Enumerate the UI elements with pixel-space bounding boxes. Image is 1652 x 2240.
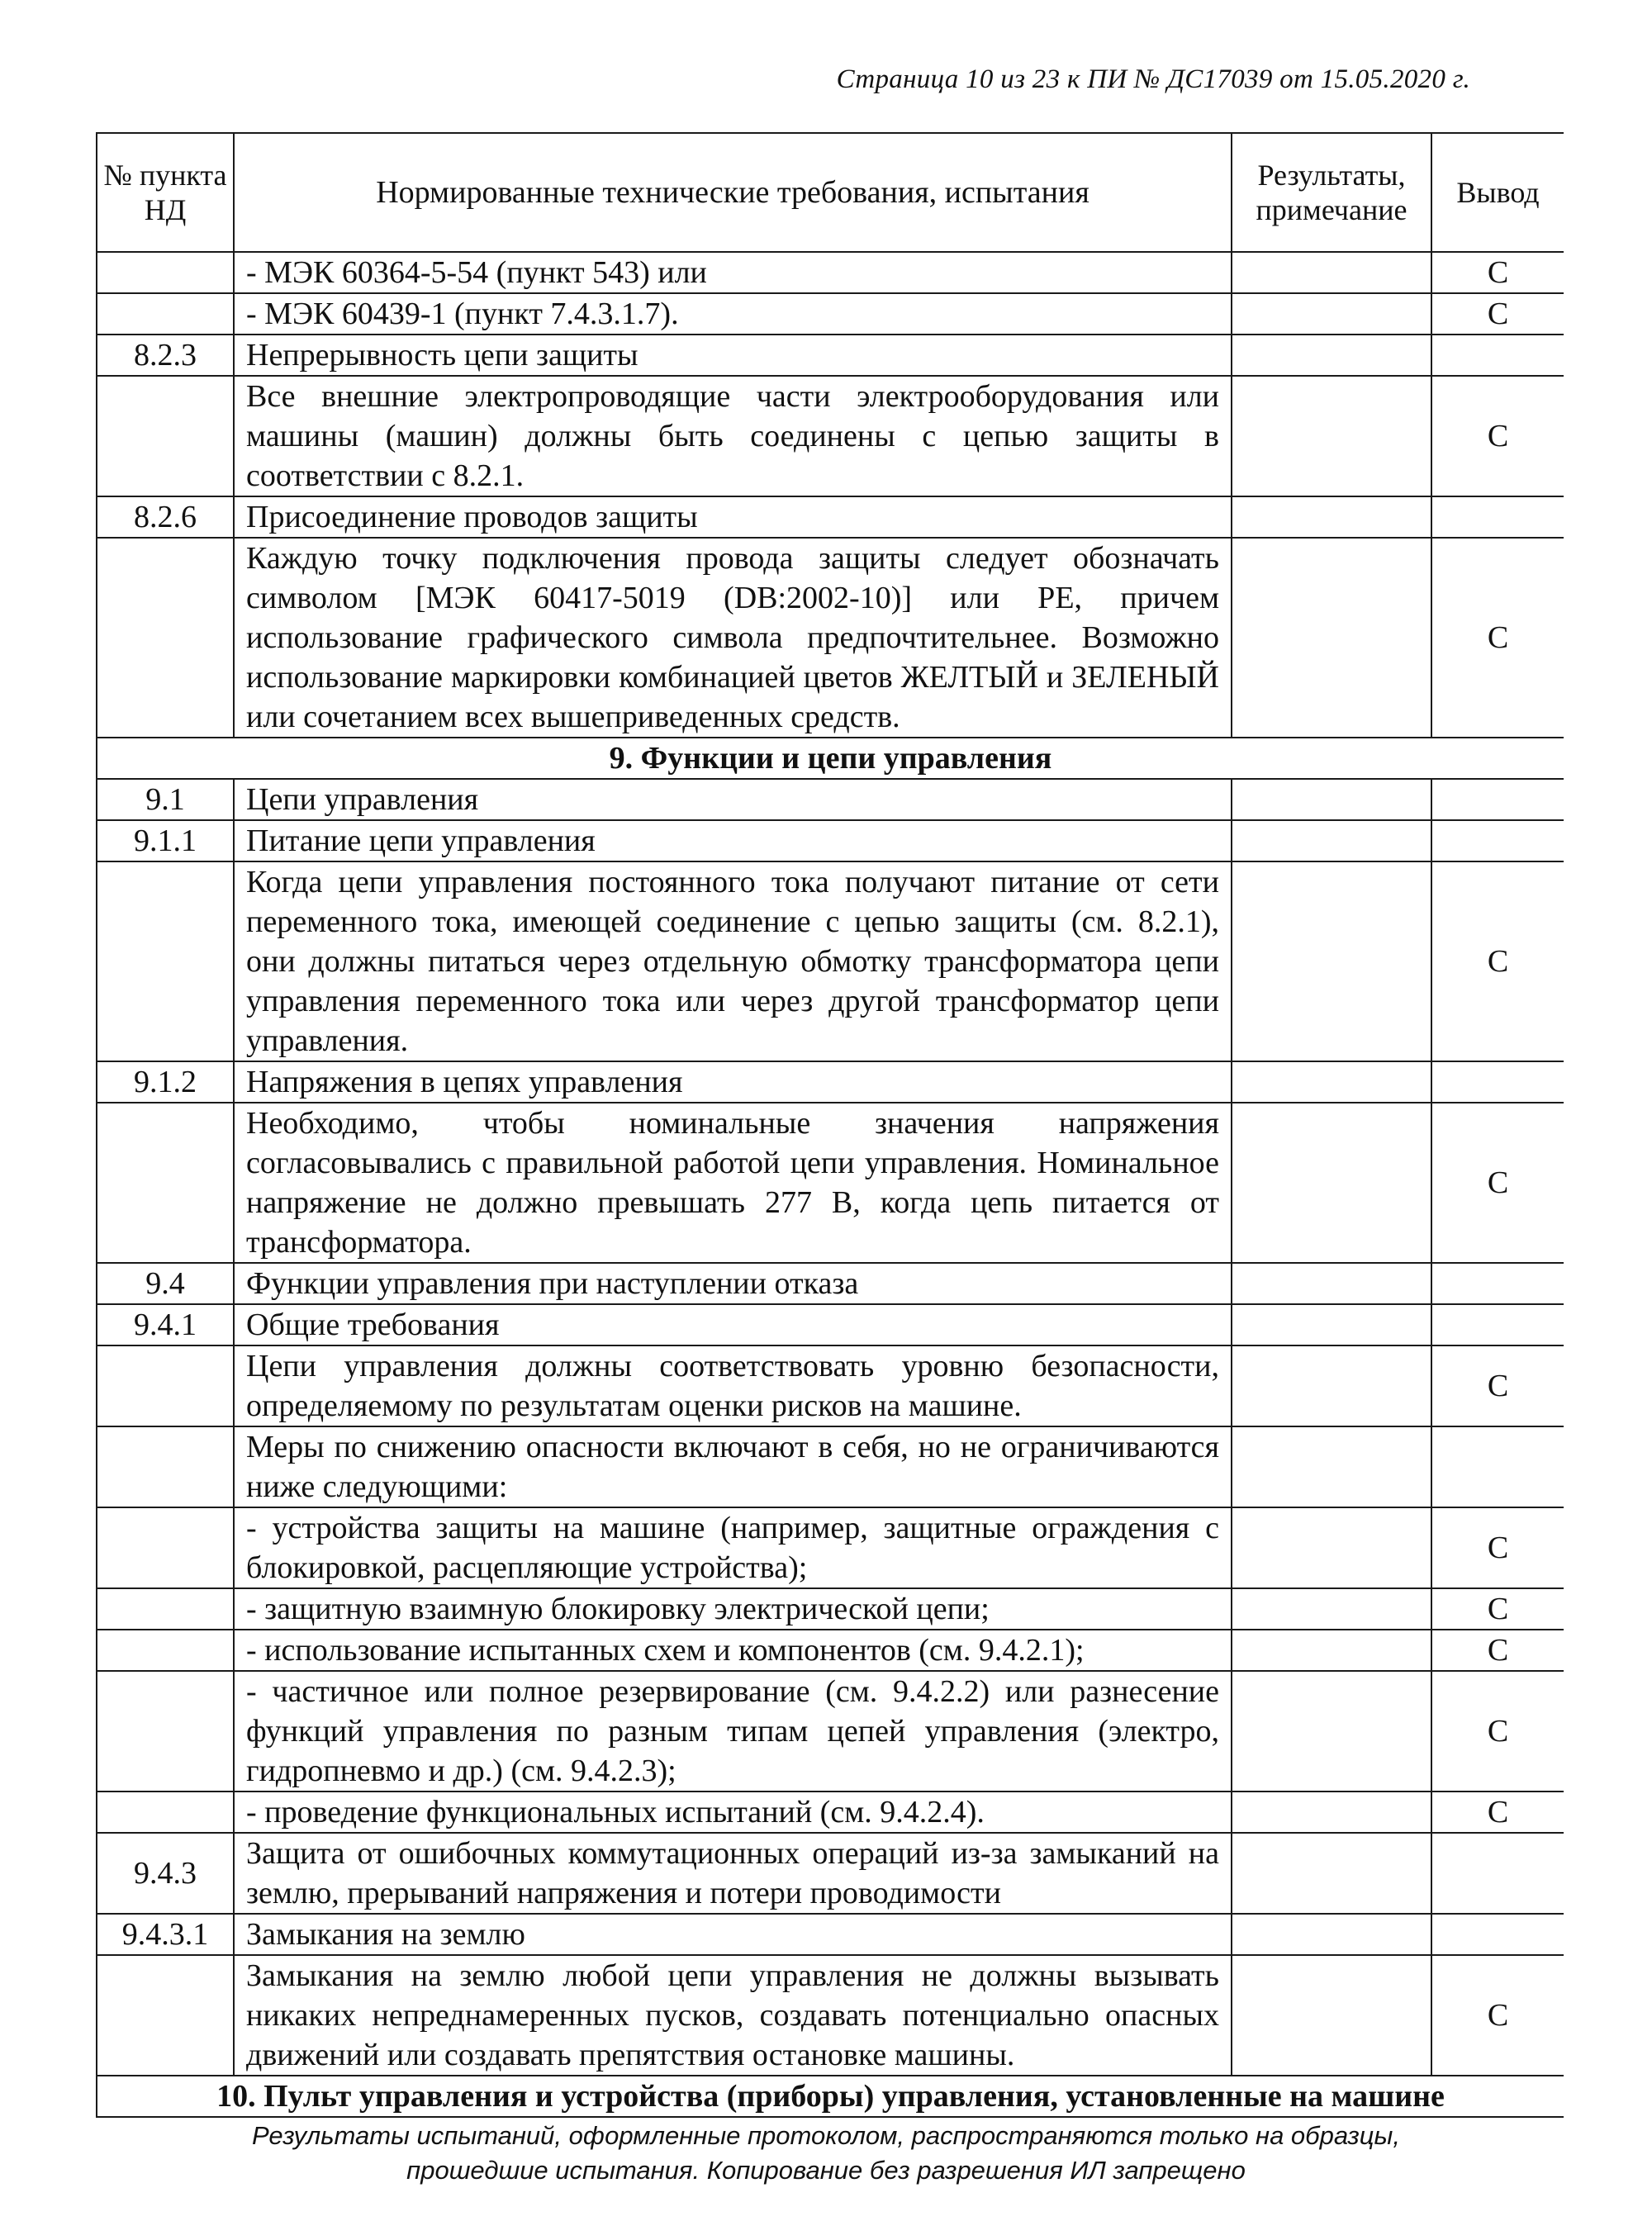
results-cell <box>1232 496 1431 538</box>
results-cell <box>1232 1914 1431 1955</box>
clause-number: 9.4.1 <box>97 1304 234 1345</box>
requirement-text: - проведение функциональных испытаний (см. 9.4.2.4). <box>234 1792 1232 1833</box>
conclusion-cell <box>1431 779 1564 820</box>
clause-number <box>97 861 234 1061</box>
conclusion-cell: С <box>1431 1792 1564 1833</box>
clause-number <box>97 293 234 335</box>
table-row <box>97 252 1564 293</box>
results-cell <box>1232 861 1431 1061</box>
requirement-text: Цепи управления <box>234 779 1232 820</box>
requirement-text: - МЭК 60439-1 (пункт 7.4.3.1.7). <box>234 293 1232 335</box>
conclusion-cell: С <box>1431 1955 1564 2076</box>
requirement-text: Непрерывность цепи защиты <box>234 335 1232 376</box>
section-title: 9. Функции и цепи управления <box>97 738 1564 779</box>
clause-number <box>97 1426 234 1507</box>
requirement-text: - МЭК 60364-5-54 (пункт 543) или <box>234 252 1232 293</box>
conclusion-cell: С <box>1431 1507 1564 1588</box>
results-cell <box>1232 1263 1431 1304</box>
results-cell <box>1232 1955 1431 2076</box>
requirement-text: Меры по снижению опасности включают в себя, но не ограничиваются ниже следующими: <box>234 1426 1232 1507</box>
clause-number <box>97 538 234 738</box>
page-reference: Страница 10 из 23 к ПИ № ДС17039 от 15.05.2020 г. <box>836 64 1470 94</box>
clause-number <box>97 1345 234 1426</box>
clause-number <box>97 1630 234 1671</box>
results-cell <box>1232 376 1431 496</box>
table-row <box>97 1671 1564 1792</box>
conclusion-cell <box>1431 1304 1564 1345</box>
conclusion-cell: С <box>1431 1671 1564 1792</box>
table-row <box>97 1792 1564 1833</box>
conclusion-cell: С <box>1431 1630 1564 1671</box>
clause-number: 9.4.3 <box>97 1833 234 1914</box>
table-row <box>97 293 1564 335</box>
column-header-conclusion: Вывод <box>1431 133 1564 252</box>
table-row <box>97 1507 1564 1588</box>
results-cell <box>1232 1588 1431 1630</box>
table-row <box>97 1426 1564 1507</box>
results-cell <box>1232 1671 1431 1792</box>
conclusion-cell <box>1431 820 1564 861</box>
requirement-text: Напряжения в цепях управления <box>234 1061 1232 1103</box>
table-row <box>97 376 1564 496</box>
column-header-results: Результаты, примечание <box>1232 133 1431 252</box>
requirements-table <box>96 132 1564 2118</box>
conclusion-cell <box>1431 1833 1564 1914</box>
conclusion-cell <box>1431 496 1564 538</box>
results-cell <box>1232 1833 1431 1914</box>
requirement-text: Необходимо, чтобы номинальные значения напряжения согласовывались с правильной работой цепи управления. Номинальное напряжение не должно превышать 277 В, когда цепь питается от трансформатора. <box>234 1103 1232 1263</box>
requirement-text: Общие требования <box>234 1304 1232 1345</box>
table-row <box>97 538 1564 738</box>
page-footer <box>0 2119 1652 2188</box>
results-cell <box>1232 293 1431 335</box>
results-cell <box>1232 1103 1431 1263</box>
footer-line-2: прошедшие испытания. Копирование без разрешения ИЛ запрещено <box>406 2156 1246 2185</box>
requirement-text: Функции управления при наступлении отказа <box>234 1263 1232 1304</box>
clause-number <box>97 1955 234 2076</box>
clause-number: 9.4 <box>97 1263 234 1304</box>
clause-number <box>97 1103 234 1263</box>
requirement-text: Цепи управления должны соответствовать уровню безопасности, определяемому по результатам оценки рисков на машине. <box>234 1345 1232 1426</box>
results-cell <box>1232 1345 1431 1426</box>
table-row <box>97 1263 1564 1304</box>
requirement-text: Присоединение проводов защиты <box>234 496 1232 538</box>
clause-number: 9.4.3.1 <box>97 1914 234 1955</box>
clause-number: 8.2.6 <box>97 496 234 538</box>
table-row <box>97 1588 1564 1630</box>
results-cell <box>1232 1507 1431 1588</box>
clause-number: 9.1 <box>97 779 234 820</box>
requirement-text: Питание цепи управления <box>234 820 1232 861</box>
table-row <box>97 1345 1564 1426</box>
requirement-text: - защитную взаимную блокировку электрической цепи; <box>234 1588 1232 1630</box>
results-cell <box>1232 538 1431 738</box>
conclusion-cell: С <box>1431 1103 1564 1263</box>
table-row <box>97 1833 1564 1914</box>
results-cell <box>1232 1630 1431 1671</box>
requirement-text: Замыкания на землю любой цепи управления не должны вызывать никаких непреднамеренных пусков, создавать потенциально опасных движений или создавать препятствия остановке машины. <box>234 1955 1232 2076</box>
results-cell <box>1232 335 1431 376</box>
requirement-text: - устройства защиты на машине (например, защитные ограждения с блокировкой, расцепляющие устройства); <box>234 1507 1232 1588</box>
table-row <box>97 1103 1564 1263</box>
results-cell <box>1232 820 1431 861</box>
section-heading-row <box>97 738 1564 779</box>
table-row <box>97 1630 1564 1671</box>
requirement-text: Все внешние электропроводящие части электрооборудования или машины (машин) должны быть соединены с цепью защиты в соответствии с 8.2.1. <box>234 376 1232 496</box>
results-cell <box>1232 1792 1431 1833</box>
column-header-num: № пункта НД <box>97 133 234 252</box>
section-title: 10. Пульт управления и устройства (приборы) управления, установленные на машине <box>97 2076 1564 2117</box>
conclusion-cell: С <box>1431 376 1564 496</box>
conclusion-cell <box>1431 1426 1564 1507</box>
conclusion-cell: С <box>1431 1345 1564 1426</box>
conclusion-cell <box>1431 1914 1564 1955</box>
requirement-text: Когда цепи управления постоянного тока получают питание от сети переменного тока, имеющей соединение с цепью защиты (см. 8.2.1), они должны питаться через отдельную обмотку трансформатора цепи управления переменного тока или через другой трансформатор цепи управления. <box>234 861 1232 1061</box>
table-row <box>97 496 1564 538</box>
table-row <box>97 1955 1564 2076</box>
clause-number <box>97 252 234 293</box>
conclusion-cell: С <box>1431 1588 1564 1630</box>
results-cell <box>1232 1304 1431 1345</box>
requirement-text: - использование испытанных схем и компонентов (см. 9.4.2.1); <box>234 1630 1232 1671</box>
clause-number <box>97 376 234 496</box>
table-header-row <box>97 133 1564 252</box>
table-row <box>97 820 1564 861</box>
conclusion-cell: С <box>1431 293 1564 335</box>
results-cell <box>1232 1061 1431 1103</box>
requirement-text: Защита от ошибочных коммутационных операций из-за замыканий на землю, прерываний напряжения и потери проводимости <box>234 1833 1232 1914</box>
clause-number <box>97 1671 234 1792</box>
results-cell <box>1232 779 1431 820</box>
clause-number: 9.1.2 <box>97 1061 234 1103</box>
clause-number <box>97 1588 234 1630</box>
requirement-text: - частичное или полное резервирование (см. 9.4.2.2) или разнесение функций управления по разным типам цепей управления (электро, гидропневмо и др.) (см. 9.4.2.3); <box>234 1671 1232 1792</box>
section-heading-row <box>97 2076 1564 2117</box>
table-row <box>97 1304 1564 1345</box>
conclusion-cell <box>1431 1263 1564 1304</box>
results-cell <box>1232 1426 1431 1507</box>
table-row <box>97 1061 1564 1103</box>
conclusion-cell: С <box>1431 252 1564 293</box>
requirement-text: Замыкания на землю <box>234 1914 1232 1955</box>
conclusion-cell: С <box>1431 538 1564 738</box>
conclusion-cell: С <box>1431 861 1564 1061</box>
conclusion-cell <box>1431 335 1564 376</box>
table-body <box>97 252 1564 2117</box>
results-cell <box>1232 252 1431 293</box>
table-row <box>97 1914 1564 1955</box>
table-row <box>97 779 1564 820</box>
table-row <box>97 335 1564 376</box>
requirement-text: Каждую точку подключения провода защиты следует обозначать символом [МЭК 60417-5019 (DB:2002-10)] или РЕ, причем использование графического символа предпочтительнее. Возможно использование маркировки комбинацией цветов ЖЕЛТЫЙ и ЗЕЛЕНЫЙ или сочетанием всех вышеприведенных средств. <box>234 538 1232 738</box>
column-header-requirement: Нормированные технические требования, испытания <box>234 133 1232 252</box>
clause-number: 8.2.3 <box>97 335 234 376</box>
conclusion-cell <box>1431 1061 1564 1103</box>
clause-number: 9.1.1 <box>97 820 234 861</box>
clause-number <box>97 1792 234 1833</box>
footer-line-1: Результаты испытаний, оформленные протоколом, распространяются только на образцы, <box>252 2121 1400 2150</box>
table-row <box>97 861 1564 1061</box>
clause-number <box>97 1507 234 1588</box>
